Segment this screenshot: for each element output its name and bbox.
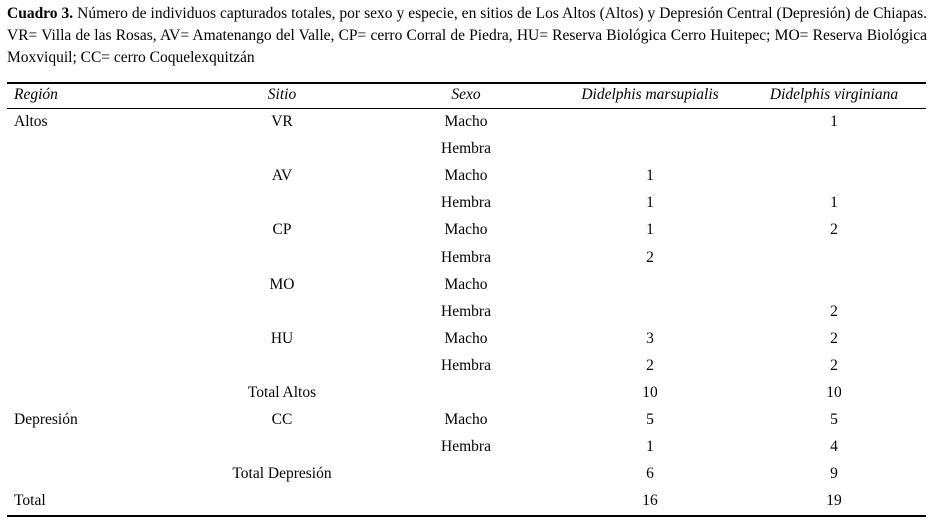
table-top-rule: [7, 82, 926, 84]
cell-dm-value: 2: [646, 249, 654, 266]
cell-region-value: Altos: [14, 113, 48, 130]
cell-dv-value: 9: [830, 465, 838, 482]
cell-dm-value: 1: [646, 194, 654, 211]
cell-sexo-value: Hembra: [441, 303, 491, 320]
cell-region: [14, 112, 48, 132]
cell-dm-value: 5: [646, 411, 654, 428]
cell-dv-value: 2: [830, 330, 838, 347]
cell-dm-value: 1: [646, 438, 654, 455]
cell-dv-value: 2: [830, 303, 838, 320]
header-dv-label: Didelphis virginiana: [769, 86, 899, 103]
cell-sitio-value: VR: [271, 113, 293, 130]
header-sitio-label: Sitio: [267, 86, 297, 103]
cell-dm-value: 10: [642, 384, 658, 401]
cell-dv-value: 2: [830, 221, 838, 238]
cell-dm-value: 2: [646, 357, 654, 374]
cell-dv-value: 1: [830, 194, 838, 211]
cell-sexo-value: Macho: [444, 167, 488, 184]
cell-sexo-value: Macho: [444, 113, 488, 130]
cell-sexo-value: Macho: [444, 411, 488, 428]
cell-dv-value: 5: [830, 411, 838, 428]
cell-dm-value: 3: [646, 330, 654, 347]
cell-sitio-value: AV: [271, 167, 293, 184]
cell-region-value: Depresión: [14, 411, 78, 428]
cell-region: [14, 491, 46, 511]
cell-region-value: Total: [14, 492, 46, 509]
cell-dv-value: 1: [830, 113, 838, 130]
cell-dv-value: 19: [826, 492, 842, 509]
cell-region: [14, 410, 78, 430]
cell-sexo-value: Hembra: [441, 249, 491, 266]
table-header-rule: [7, 108, 926, 109]
cell-dm-value: 1: [646, 221, 654, 238]
header-region: Región: [14, 86, 58, 103]
cell-sexo-value: Macho: [444, 276, 488, 293]
caption-text: Número de individuos capturados totales, por sexo y especie, en sitios de Los Altos (Altos) y Depresión Central (Depresión) de Chiapas. VR= Villa de las Rosas, AV= Amatenango del Valle, CP= cerro Corral de Piedra, HU= Reserva Biológica Cerro Huitepec; MO= Reserva Biológica Moxviquil; CC= cerro Coquelexquitzán: [7, 5, 927, 66]
header-sexo-label: Sexo: [451, 86, 481, 103]
cell-sitio-value: Total Altos: [247, 384, 317, 401]
cell-dv-value: 2: [830, 357, 838, 374]
cell-sitio-value: Total Depresión: [232, 465, 332, 482]
cell-dm-value: 6: [646, 465, 654, 482]
cell-sexo-value: Macho: [444, 221, 488, 238]
cell-dv-value: 4: [830, 438, 838, 455]
cell-sexo-value: Hembra: [441, 140, 491, 157]
cell-sexo-value: Hembra: [441, 438, 491, 455]
cell-sexo-value: Hembra: [441, 357, 491, 374]
cell-sitio-value: CC: [271, 411, 293, 428]
cell-sitio-value: MO: [269, 276, 295, 293]
cell-dv-value: 10: [826, 384, 842, 401]
cell-sitio-value: HU: [270, 330, 294, 347]
header-dm-label: Didelphis marsupialis: [581, 86, 719, 103]
cell-dm-value: 1: [646, 167, 654, 184]
table-bottom-rule: [7, 515, 926, 517]
cell-dm-value: 16: [642, 492, 658, 509]
caption-label: Cuadro 3.: [7, 5, 74, 22]
cell-sexo-value: Hembra: [441, 194, 491, 211]
cell-sexo-value: Macho: [444, 330, 488, 347]
table-caption: [7, 3, 927, 69]
cell-sitio-value: CP: [272, 221, 292, 238]
